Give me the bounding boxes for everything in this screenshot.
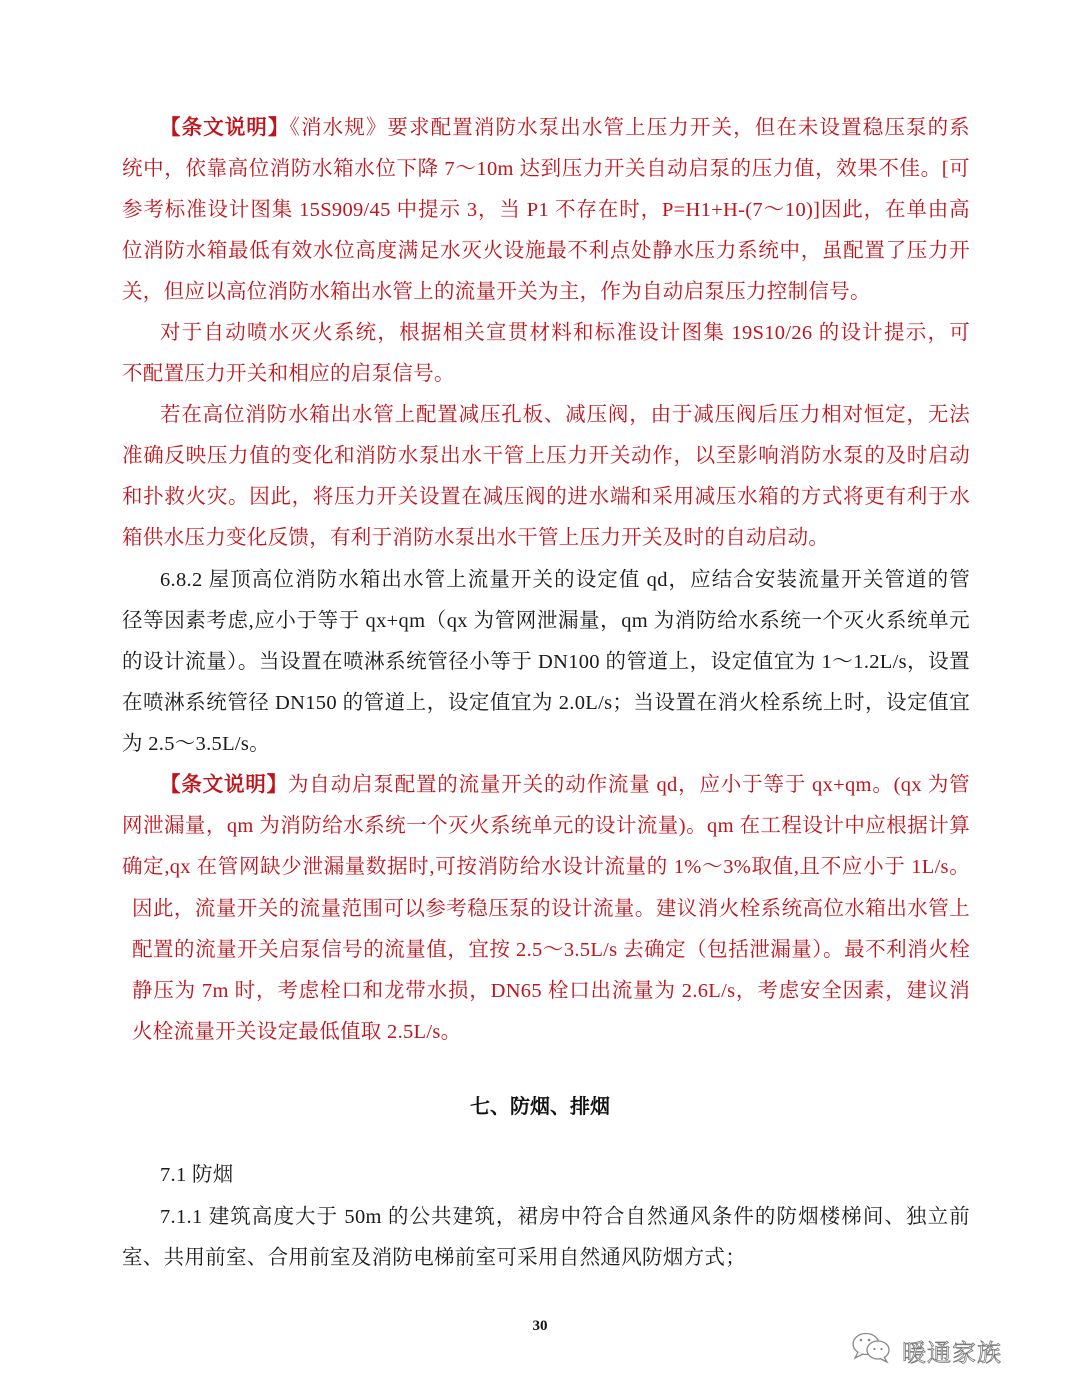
watermark	[850, 1330, 1002, 1371]
explanation-3-line-2: 准确反映压力值的变化和消防水泵出水干管上压力开关动作，以至影响消防水泵的及时启动	[122, 445, 970, 467]
explanation-1-line-1: 【条文说明】《消水规》要求配置消防水泵出水管上压力开关，但在未设置稳压泵的系	[160, 117, 970, 139]
explanation-1-line-4: 位消防水箱最低有效水位高度满足水灭火设施最不利点处静水压力系统中，虽配置了压力开	[122, 240, 970, 262]
explanation-3-line-3: 和扑救火灾。因此，将压力开关设置在减压阀的进水端和采用减压水箱的方式将更有利于水	[122, 486, 970, 508]
clause-6-8-2-line-2: 径等因素考虑,应小于等于 qx+qm（qx 为管网泄漏量，qm 为消防给水系统一个灭火系统单元	[122, 610, 970, 632]
explanation-label: 【条文说明】	[160, 117, 290, 139]
explanation-1-line-2: 统中，依靠高位消防水箱水位下降 7～10m 达到压力开关自动启泵的压力值，效果不佳。[可	[122, 158, 970, 180]
explanation-2-line-2: 不配置压力开关和相应的启泵信号。	[122, 363, 455, 385]
explanation-4-line-7: 火栓流量开关设定最低值取 2.5L/s。	[132, 1021, 462, 1043]
clause-7-1-1-line-2: 室、共用前室、合用前室及消防电梯前室可采用自然通风防烟方式；	[122, 1247, 746, 1269]
explanation-1-line-5: 关，但应以高位消防水箱出水管上的流量开关为主，作为自动启泵压力控制信号。	[122, 281, 871, 303]
clause-6-8-2-line-1: 6.8.2 屋顶高位消防水箱出水管上流量开关的设定值 qd，应结合安装流量开关管道的管	[160, 569, 970, 591]
explanation-4-line-5: 配置的流量开关启泵信号的流量值，宜按 2.5～3.5L/s 去确定（包括泄漏量）。最不利消火栓	[132, 939, 970, 961]
explanation-4-line-1: 【条文说明】为自动启泵配置的流量开关的动作流量 qd，应小于等于 qx+qm。(qx 为管	[160, 774, 970, 796]
explanation-1-line-3: 参考标准设计图集 15S909/45 中提示 3，当 P1 不存在时，P=H1+H-(7～10)]因此，在单由高	[122, 199, 970, 221]
explanation-3-line-1: 若在高位消防水箱出水管上配置减压孔板、减压阀，由于减压阀后压力相对恒定，无法	[160, 404, 970, 426]
watermark-text: 暖通家族	[902, 1339, 1002, 1367]
subsection-7-1: 7.1 防烟	[160, 1164, 234, 1186]
explanation-2-line-1: 对于自动喷水灭火系统，根据相关宣贯材料和标准设计图集 19S10/26 的设计提示，可	[160, 322, 970, 344]
explanation-3-line-4: 箱供水压力变化反馈，有利于消防水泵出水干管上压力开关及时的自动启动。	[122, 527, 830, 549]
explanation-label: 【条文说明】	[160, 774, 288, 796]
clause-6-8-2-line-5: 为 2.5～3.5L/s。	[122, 733, 270, 755]
wechat-icon	[850, 1330, 894, 1371]
section-heading: 七、防烟、排烟	[470, 1094, 610, 1118]
page-number: 30	[532, 1318, 548, 1334]
clause-7-1-1-line-1: 7.1.1 建筑高度大于 50m 的公共建筑，裙房中符合自然通风条件的防烟楼梯间、独立前	[160, 1206, 970, 1228]
explanation-4-line-4: 因此，流量开关的流量范围可以参考稳压泵的设计流量。建议消火栓系统高位水箱出水管上	[132, 898, 970, 920]
clause-6-8-2-line-3: 的设计流量）。当设置在喷淋系统管径小等于 DN100 的管道上，设定值宜为 1～1.2L/s，设置	[122, 651, 970, 673]
explanation-4-line-2: 网泄漏量，qm 为消防给水系统一个灭火系统单元的设计流量)。qm 在工程设计中应根据计算	[122, 815, 970, 837]
explanation-4-line-3: 确定,qx 在管网缺少泄漏量数据时,可按消防给水设计流量的 1%～3%取值,且不应小于 1L/s。	[122, 856, 970, 878]
clause-6-8-2-line-4: 在喷淋系统管径 DN150 的管道上，设定值宜为 2.0L/s；当设置在消火栓系统上时，设定值宜	[122, 692, 970, 714]
explanation-4-line-6: 静压为 7m 时，考虑栓口和龙带水损，DN65 栓口出流量为 2.6L/s，考虑安全因素，建议消	[132, 980, 970, 1002]
